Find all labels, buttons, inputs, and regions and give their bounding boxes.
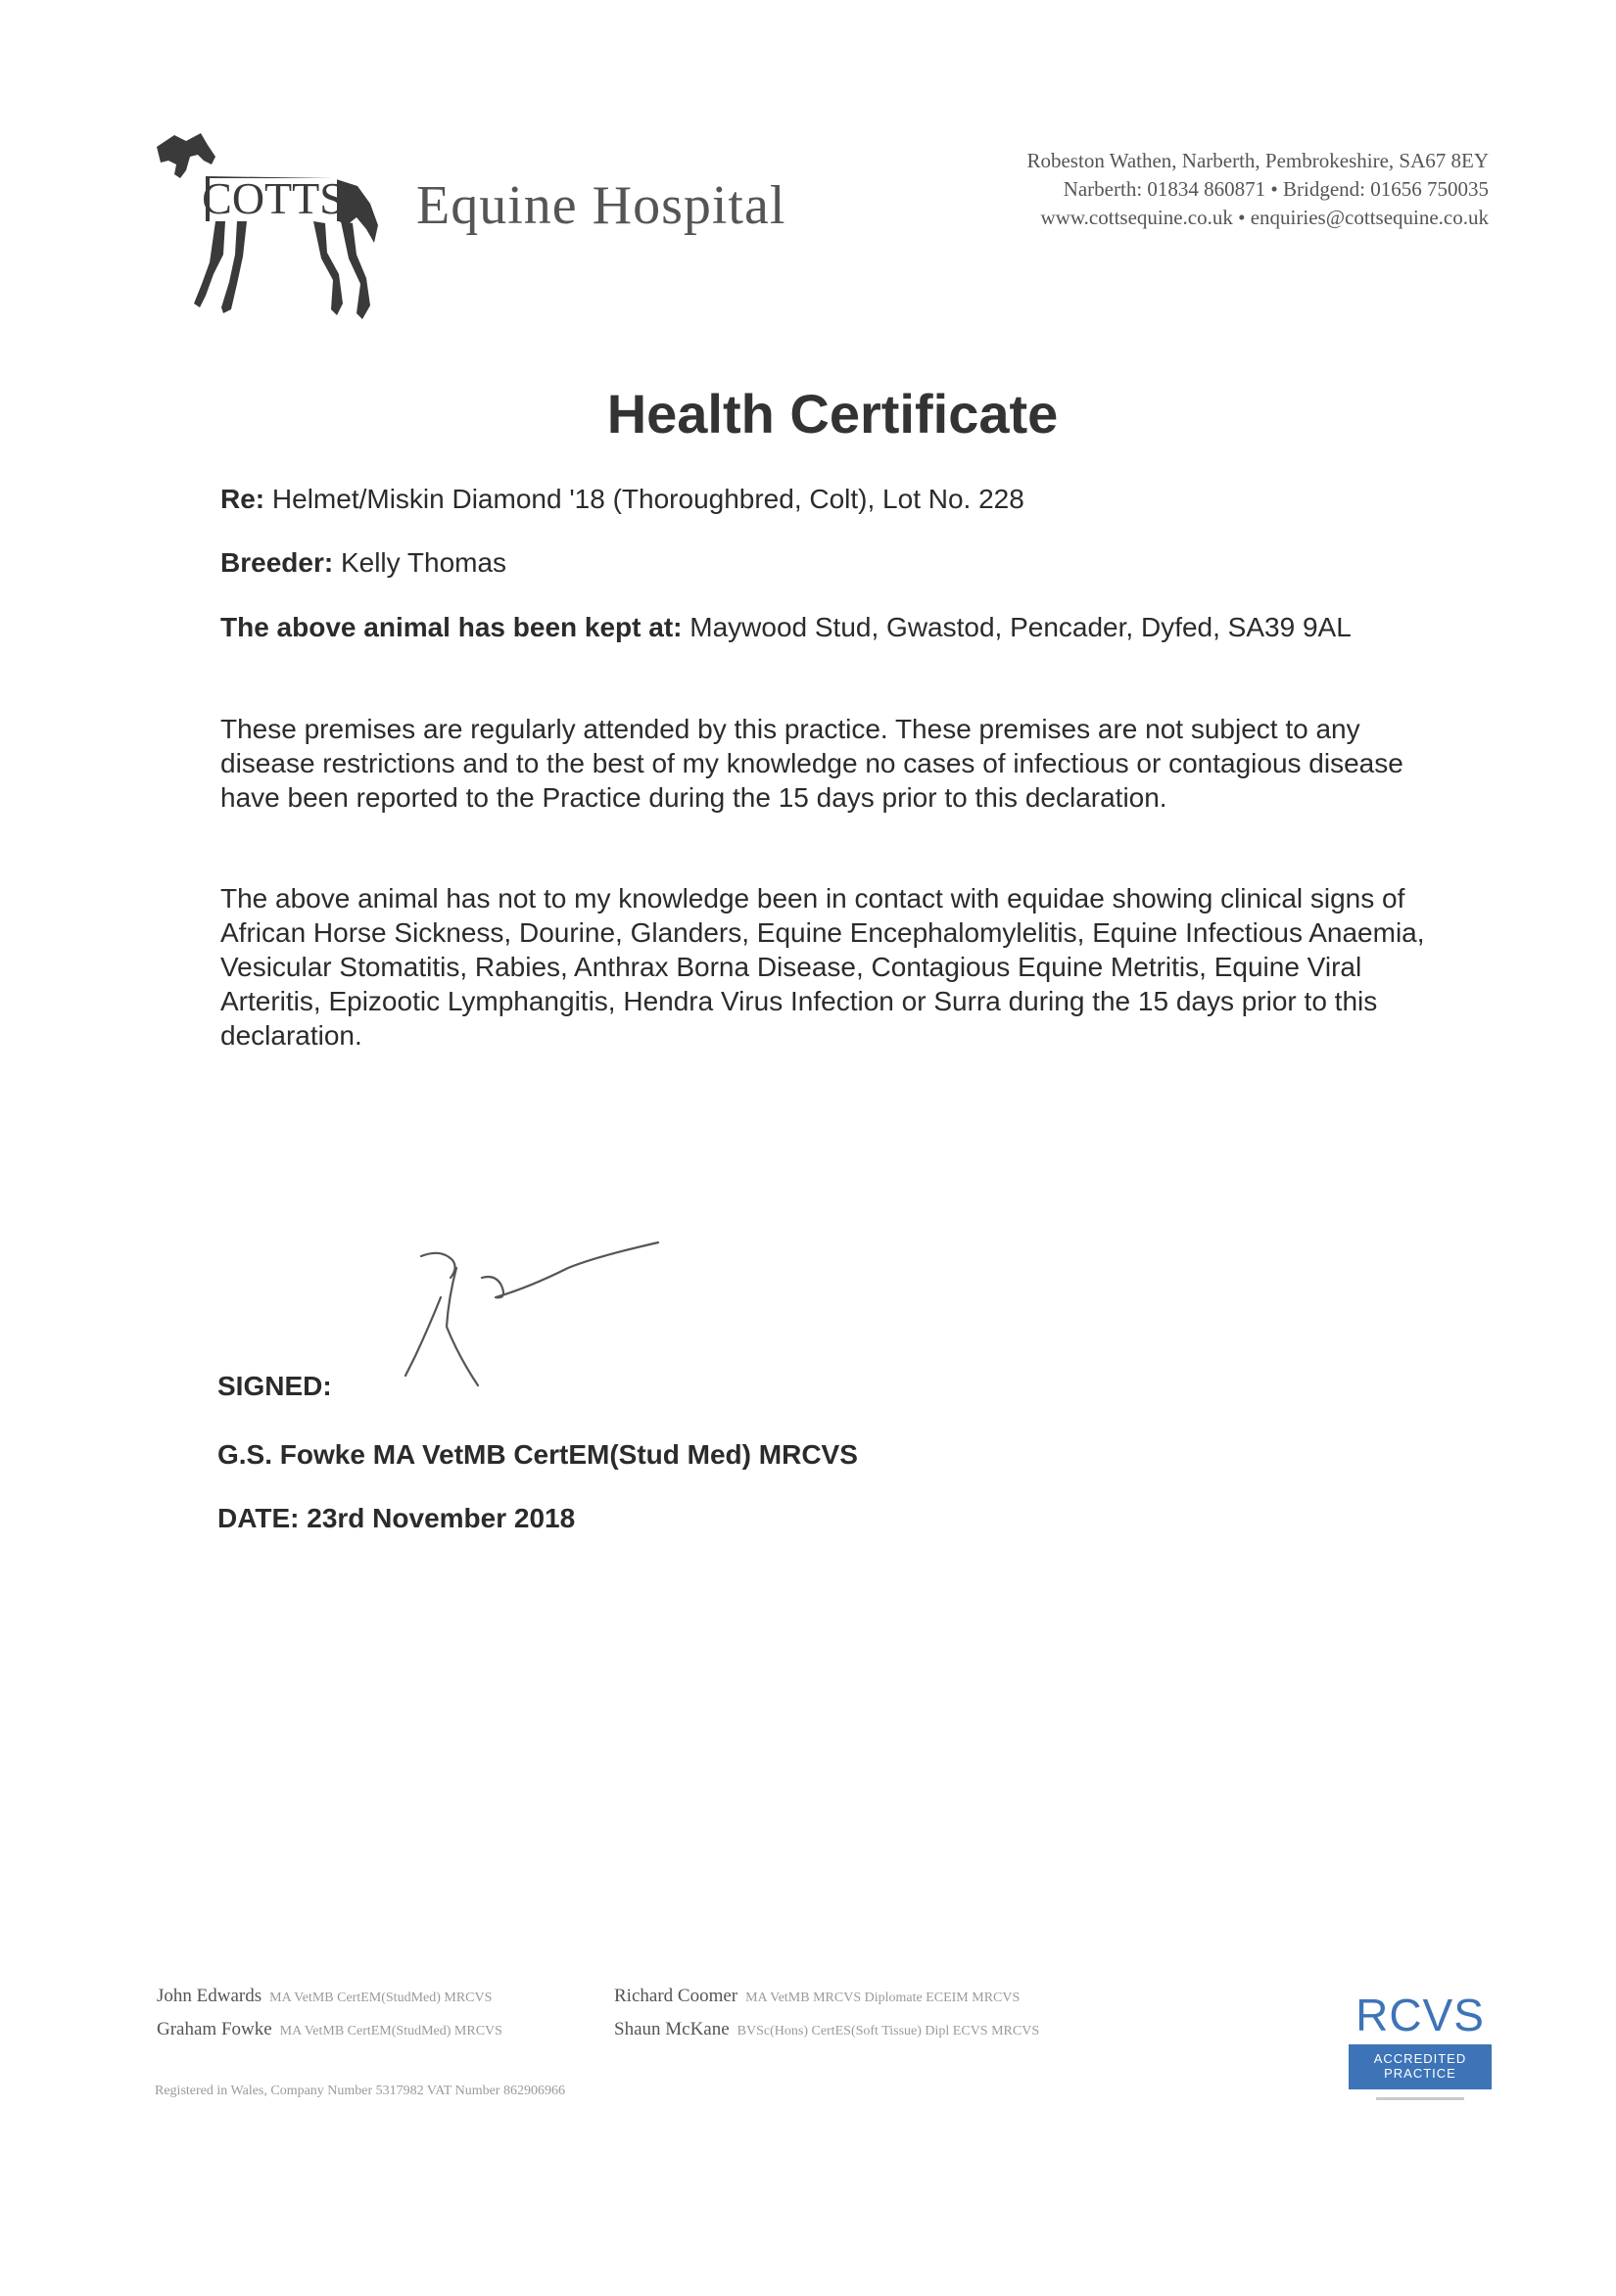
footer-vet-name: Richard Coomer	[614, 1986, 738, 2006]
footer-vet-quals: MA VetMB CertEM(StudMed) MRCVS	[279, 2024, 502, 2038]
re-line	[220, 482, 1454, 516]
kept-at-line	[220, 610, 1454, 644]
badge-divider	[1376, 2097, 1464, 2100]
footer-vet-name: Shaun McKane	[614, 2019, 730, 2039]
kept-at-label: The above animal has been kept at:	[220, 612, 683, 642]
logo-mark-text: COTTS	[202, 173, 345, 223]
footer-vet	[157, 2019, 502, 2040]
re-label: Re:	[220, 484, 265, 514]
vet-name: G.S. Fowke MA VetMB CertEM(Stud Med) MRCVS	[217, 1439, 858, 1470]
rcvs-line-1: ACCREDITED	[1373, 2051, 1467, 2066]
address-line: Robeston Wathen, Narberth, Pembrokeshire, SA67 8EY	[1026, 149, 1489, 172]
footer-vet-name: John Edwards	[157, 1986, 262, 2006]
company-registration: Registered in Wales, Company Number 5317982 VAT Number 862906966	[155, 2084, 565, 2098]
handwritten-signature	[402, 1239, 676, 1395]
footer-vet-quals: MA VetMB CertEM(StudMed) MRCVS	[269, 1991, 493, 2005]
phone-line: Narberth: 01834 860871 • Bridgend: 01656 750035	[1063, 177, 1489, 201]
footer-vet	[614, 1986, 1020, 2007]
web-email-line: www.cottsequine.co.uk • enquiries@cottsequine.co.uk	[1040, 206, 1489, 229]
premises-paragraph: These premises are regularly attended by this practice. These premises are not subject to any disease restrictions and to the best of my knowledge no cases of infectious or contagious disease have been reported to the Practice during the 15 days prior to this declaration.	[220, 714, 1403, 813]
disease-contact-paragraph: The above animal has not to my knowledge been in contact with equidae showing clinical signs of African Horse Sickness, Dourine, Glanders, Equine Encephalomylelitis, Equine Infectious Anaemia, Vesicular Stomatitis, Rabies, Anthrax Borna Disease, Contagious Equine Metritis, Equine Viral Arteritis, Epizootic Lymphangitis, Hendra Virus Infection or Surra during the 15 days prior to this declaration.	[220, 883, 1425, 1051]
horse-silhouette-icon	[147, 127, 402, 333]
breeder-label: Breeder:	[220, 547, 334, 578]
hospital-name: Equine Hospital	[416, 175, 786, 236]
footer-vet-quals: BVSc(Hons) CertES(Soft Tissue) Dipl ECVS MRCVS	[737, 2024, 1040, 2038]
footer-vet	[157, 1986, 492, 2007]
signed-label: SIGNED:	[217, 1371, 332, 1401]
rcvs-title: RCVS	[1355, 1990, 1485, 2040]
date-line: DATE: 23rd November 2018	[217, 1503, 576, 1533]
page-title: Health Certificate	[606, 383, 1059, 445]
kept-at-value: Maywood Stud, Gwastod, Pencader, Dyfed, SA39 9AL	[689, 612, 1352, 642]
footer-vet-quals: MA VetMB MRCVS Diplomate ECEIM MRCVS	[745, 1991, 1021, 2005]
rcvs-line-2: PRACTICE	[1384, 2066, 1456, 2081]
rcvs-accreditation-badge	[1347, 1988, 1494, 2115]
breeder-value: Kelly Thomas	[340, 547, 507, 578]
contact-block	[921, 147, 1489, 232]
footer-vet	[614, 2019, 1039, 2040]
breeder-line	[220, 545, 1454, 580]
re-value: Helmet/Miskin Diamond '18 (Thoroughbred, Colt), Lot No. 228	[271, 484, 1024, 514]
footer-vet-name: Graham Fowke	[157, 2019, 272, 2039]
rcvs-accredited-box	[1349, 2044, 1492, 2089]
